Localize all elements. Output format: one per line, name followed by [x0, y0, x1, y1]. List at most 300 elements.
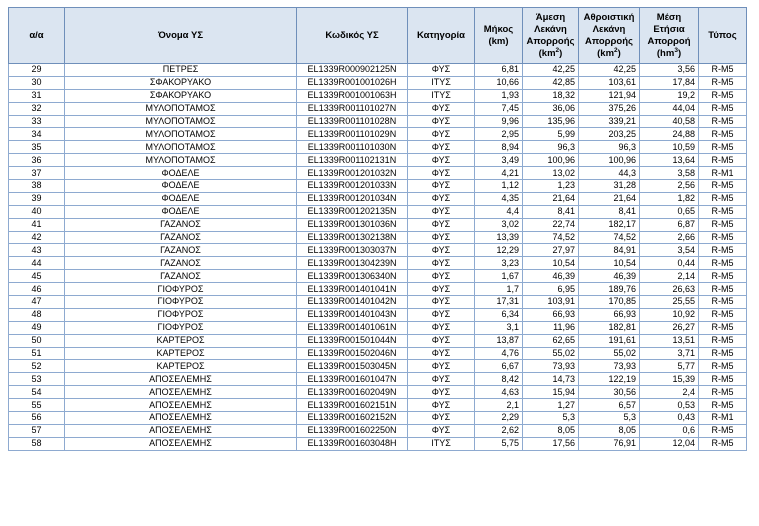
cell-type: R-M5 — [699, 399, 747, 412]
cell-aa: 56 — [9, 412, 65, 425]
cell-name: ΚΑΡΤΕΡΟΣ — [65, 347, 297, 360]
table-row — [9, 192, 747, 205]
cell-length: 13,39 — [475, 231, 523, 244]
cell-type: R-M5 — [699, 76, 747, 89]
cell-cumulative-basin: 42,25 — [579, 64, 640, 77]
cell-cumulative-basin: 103,61 — [579, 76, 640, 89]
cell-aa: 47 — [9, 296, 65, 309]
table-row — [9, 321, 747, 334]
table-row — [9, 89, 747, 102]
cell-cumulative-basin: 5,3 — [579, 412, 640, 425]
cell-annual-runoff: 2,4 — [640, 386, 699, 399]
cell-aa: 41 — [9, 218, 65, 231]
cell-name: ΜΥΛΟΠΟΤΑΜΟΣ — [65, 141, 297, 154]
cell-annual-runoff: 19,2 — [640, 89, 699, 102]
table-row — [9, 296, 747, 309]
cell-category: ΦΥΣ — [408, 424, 475, 437]
cell-code: EL1339R001201033N — [297, 180, 408, 193]
table-row — [9, 231, 747, 244]
cell-code: EL1339R001302138N — [297, 231, 408, 244]
table-row — [9, 180, 747, 193]
cell-type: R-M5 — [699, 308, 747, 321]
cell-category: ΦΥΣ — [408, 360, 475, 373]
cell-category: ΦΥΣ — [408, 283, 475, 296]
cell-type: R-M5 — [699, 424, 747, 437]
cell-cumulative-basin: 182,81 — [579, 321, 640, 334]
cell-annual-runoff: 40,58 — [640, 115, 699, 128]
cell-length: 1,93 — [475, 89, 523, 102]
cell-length: 2,62 — [475, 424, 523, 437]
cell-code: EL1339R001101029N — [297, 128, 408, 141]
cell-name: ΑΠΟΣΕΛΕΜΗΣ — [65, 386, 297, 399]
cell-annual-runoff: 6,87 — [640, 218, 699, 231]
cell-direct-basin: 74,52 — [523, 231, 579, 244]
cell-length: 8,42 — [475, 373, 523, 386]
cell-aa: 55 — [9, 399, 65, 412]
cell-length: 17,31 — [475, 296, 523, 309]
cell-aa: 38 — [9, 180, 65, 193]
table-row — [9, 205, 747, 218]
cell-name: ΦΟΔΕΛΕ — [65, 192, 297, 205]
cell-category: ΦΥΣ — [408, 167, 475, 180]
cell-aa: 44 — [9, 257, 65, 270]
cell-aa: 33 — [9, 115, 65, 128]
cell-length: 4,35 — [475, 192, 523, 205]
cell-type: R-M5 — [699, 128, 747, 141]
cell-code: EL1339R001401043N — [297, 308, 408, 321]
cell-category: ΦΥΣ — [408, 102, 475, 115]
cell-annual-runoff: 3,54 — [640, 244, 699, 257]
cell-code: EL1339R000902125N — [297, 64, 408, 77]
table-row — [9, 386, 747, 399]
cell-type: R-M5 — [699, 141, 747, 154]
cell-type: R-M5 — [699, 231, 747, 244]
cell-name: ΑΠΟΣΕΛΕΜΗΣ — [65, 412, 297, 425]
cell-name: ΑΠΟΣΕΛΕΜΗΣ — [65, 424, 297, 437]
cell-category: ΦΥΣ — [408, 399, 475, 412]
header-cumulative-basin: Αθροιστική Λεκάνη Απορροής $(km^2)$ — [579, 8, 640, 64]
cell-direct-basin: 73,93 — [523, 360, 579, 373]
cell-name: ΦΟΔΕΛΕ — [65, 205, 297, 218]
cell-annual-runoff: 1,82 — [640, 192, 699, 205]
cell-name: ΜΥΛΟΠΟΤΑΜΟΣ — [65, 128, 297, 141]
cell-name: ΓΑΖΑΝΟΣ — [65, 244, 297, 257]
cell-category: ΦΥΣ — [408, 347, 475, 360]
cell-cumulative-basin: 375,26 — [579, 102, 640, 115]
cell-aa: 36 — [9, 154, 65, 167]
cell-direct-basin: 13,02 — [523, 167, 579, 180]
cell-name: ΓΙΟΦΥΡΟΣ — [65, 283, 297, 296]
cell-code: EL1339R001602152N — [297, 412, 408, 425]
cell-cumulative-basin: 121,94 — [579, 89, 640, 102]
cell-annual-runoff: 0,53 — [640, 399, 699, 412]
cell-aa: 50 — [9, 334, 65, 347]
cell-length: 1,67 — [475, 270, 523, 283]
cell-type: R-M5 — [699, 257, 747, 270]
cell-aa: 35 — [9, 141, 65, 154]
cell-annual-runoff: 2,66 — [640, 231, 699, 244]
cell-annual-runoff: 5,77 — [640, 360, 699, 373]
cell-category: ΦΥΣ — [408, 218, 475, 231]
cell-direct-basin: 46,39 — [523, 270, 579, 283]
cell-name: ΣΦΑΚΟΡΥΑΚΟ — [65, 76, 297, 89]
cell-length: 3,23 — [475, 257, 523, 270]
cell-category: ΦΥΣ — [408, 128, 475, 141]
cell-cumulative-basin: 6,57 — [579, 399, 640, 412]
cell-annual-runoff: 12,04 — [640, 437, 699, 450]
table-row — [9, 373, 747, 386]
cell-length: 5,75 — [475, 437, 523, 450]
cell-annual-runoff: 26,63 — [640, 283, 699, 296]
cell-type: R-M5 — [699, 89, 747, 102]
cell-code: EL1339R001602151N — [297, 399, 408, 412]
cell-direct-basin: 18,32 — [523, 89, 579, 102]
cell-code: EL1339R001501044N — [297, 334, 408, 347]
table-row — [9, 334, 747, 347]
cell-direct-basin: 62,65 — [523, 334, 579, 347]
cell-length: 13,87 — [475, 334, 523, 347]
cell-type: R-M5 — [699, 205, 747, 218]
table-row — [9, 424, 747, 437]
cell-direct-basin: 14,73 — [523, 373, 579, 386]
cell-direct-basin: 5,99 — [523, 128, 579, 141]
cell-type: R-M5 — [699, 386, 747, 399]
cell-code: EL1339R001101030N — [297, 141, 408, 154]
table-row — [9, 154, 747, 167]
cell-name: ΓΙΟΦΥΡΟΣ — [65, 308, 297, 321]
cell-code: EL1339R001602250N — [297, 424, 408, 437]
cell-type: R-M1 — [699, 412, 747, 425]
cell-direct-basin: 11,96 — [523, 321, 579, 334]
cell-length: 2,29 — [475, 412, 523, 425]
cell-cumulative-basin: 66,93 — [579, 308, 640, 321]
cell-cumulative-basin: 191,61 — [579, 334, 640, 347]
cell-category: ΙΤΥΣ — [408, 437, 475, 450]
cell-type: R-M5 — [699, 360, 747, 373]
table-row — [9, 347, 747, 360]
cell-length: 8,94 — [475, 141, 523, 154]
cell-length: 6,81 — [475, 64, 523, 77]
cell-length: 7,45 — [475, 102, 523, 115]
cell-name: ΜΥΛΟΠΟΤΑΜΟΣ — [65, 154, 297, 167]
cell-cumulative-basin: 21,64 — [579, 192, 640, 205]
cell-cumulative-basin: 189,76 — [579, 283, 640, 296]
cell-name: ΑΠΟΣΕΛΕΜΗΣ — [65, 373, 297, 386]
cell-annual-runoff: 0,6 — [640, 424, 699, 437]
water-bodies-table — [8, 7, 747, 451]
cell-type: R-M5 — [699, 180, 747, 193]
cell-type: R-M5 — [699, 270, 747, 283]
cell-length: 1,7 — [475, 283, 523, 296]
table-row — [9, 218, 747, 231]
cell-code: EL1339R001301036N — [297, 218, 408, 231]
cell-cumulative-basin: 84,91 — [579, 244, 640, 257]
cell-length: 4,21 — [475, 167, 523, 180]
cell-aa: 31 — [9, 89, 65, 102]
cell-annual-runoff: 17,84 — [640, 76, 699, 89]
table-row — [9, 167, 747, 180]
cell-code: EL1339R001603048H — [297, 437, 408, 450]
cell-name: ΑΠΟΣΕΛΕΜΗΣ — [65, 437, 297, 450]
cell-name: ΚΑΡΤΕΡΟΣ — [65, 360, 297, 373]
cell-code: EL1339R001101027N — [297, 102, 408, 115]
cell-annual-runoff: 24,88 — [640, 128, 699, 141]
cell-category: ΙΤΥΣ — [408, 89, 475, 102]
header-code: Κωδικός ΥΣ — [297, 8, 408, 64]
table-row — [9, 64, 747, 77]
cell-aa: 57 — [9, 424, 65, 437]
cell-name: ΓΙΟΦΥΡΟΣ — [65, 321, 297, 334]
cell-length: 12,29 — [475, 244, 523, 257]
cell-annual-runoff: 0,65 — [640, 205, 699, 218]
cell-category: ΦΥΣ — [408, 296, 475, 309]
cell-type: R-M5 — [699, 373, 747, 386]
cell-code: EL1339R001102131N — [297, 154, 408, 167]
cell-aa: 42 — [9, 231, 65, 244]
cell-type: R-M5 — [699, 283, 747, 296]
cell-cumulative-basin: 76,91 — [579, 437, 640, 450]
cell-aa: 29 — [9, 64, 65, 77]
cell-name: ΓΑΖΑΝΟΣ — [65, 270, 297, 283]
cell-direct-basin: 36,06 — [523, 102, 579, 115]
cell-cumulative-basin: 122,19 — [579, 373, 640, 386]
table-container — [8, 7, 747, 451]
cell-cumulative-basin: 55,02 — [579, 347, 640, 360]
cell-type: R-M5 — [699, 102, 747, 115]
cell-category: ΦΥΣ — [408, 141, 475, 154]
cell-code: EL1339R001503045N — [297, 360, 408, 373]
cell-annual-runoff: 13,64 — [640, 154, 699, 167]
cell-code: EL1339R001401041N — [297, 283, 408, 296]
cell-cumulative-basin: 8,05 — [579, 424, 640, 437]
cell-category: ΦΥΣ — [408, 321, 475, 334]
cell-cumulative-basin: 203,25 — [579, 128, 640, 141]
cell-aa: 52 — [9, 360, 65, 373]
cell-annual-runoff: 3,56 — [640, 64, 699, 77]
cell-code: EL1339R001201034N — [297, 192, 408, 205]
cell-code: EL1339R001001063H — [297, 89, 408, 102]
cell-name: ΚΑΡΤΕΡΟΣ — [65, 334, 297, 347]
cell-name: ΠΕΤΡΕΣ — [65, 64, 297, 77]
cell-category: ΙΤΥΣ — [408, 76, 475, 89]
cell-code: EL1339R001201032N — [297, 167, 408, 180]
cell-type: R-M5 — [699, 321, 747, 334]
cell-length: 10,66 — [475, 76, 523, 89]
cell-type: R-M5 — [699, 64, 747, 77]
cell-name: ΦΟΔΕΛΕ — [65, 167, 297, 180]
cell-annual-runoff: 2,56 — [640, 180, 699, 193]
cell-length: 4,4 — [475, 205, 523, 218]
cell-aa: 54 — [9, 386, 65, 399]
cell-code: EL1339R001401042N — [297, 296, 408, 309]
cell-length: 3,49 — [475, 154, 523, 167]
cell-annual-runoff: 13,51 — [640, 334, 699, 347]
header-type: Τύπος — [699, 8, 747, 64]
cell-length: 3,02 — [475, 218, 523, 231]
header-direct-basin: Άμεση Λεκάνη Απορροής $(km^2)$ — [523, 8, 579, 64]
table-row — [9, 270, 747, 283]
cell-aa: 45 — [9, 270, 65, 283]
cell-direct-basin: 22,74 — [523, 218, 579, 231]
cell-cumulative-basin: 30,56 — [579, 386, 640, 399]
table-row — [9, 115, 747, 128]
cell-aa: 37 — [9, 167, 65, 180]
cell-type: R-M5 — [699, 334, 747, 347]
cell-name: ΓΙΟΦΥΡΟΣ — [65, 296, 297, 309]
cell-direct-basin: 103,91 — [523, 296, 579, 309]
cell-cumulative-basin: 8,41 — [579, 205, 640, 218]
cell-annual-runoff: 0,44 — [640, 257, 699, 270]
cell-code: EL1339R001401061N — [297, 321, 408, 334]
cell-length: 6,67 — [475, 360, 523, 373]
table-row — [9, 437, 747, 450]
cell-name: ΜΥΛΟΠΟΤΑΜΟΣ — [65, 102, 297, 115]
cell-direct-basin: 5,3 — [523, 412, 579, 425]
cell-category: ΦΥΣ — [408, 180, 475, 193]
cell-type: R-M5 — [699, 296, 747, 309]
cell-name: ΓΑΖΑΝΟΣ — [65, 257, 297, 270]
cell-aa: 46 — [9, 283, 65, 296]
cell-length: 2,1 — [475, 399, 523, 412]
cell-category: ΦΥΣ — [408, 231, 475, 244]
cell-code: EL1339R001601047N — [297, 373, 408, 386]
cell-code: EL1339R001306340N — [297, 270, 408, 283]
cell-category: ΦΥΣ — [408, 205, 475, 218]
header-length: Μήκος (km) — [475, 8, 523, 64]
table-row — [9, 141, 747, 154]
cell-category: ΦΥΣ — [408, 154, 475, 167]
cell-length: 1,12 — [475, 180, 523, 193]
cell-direct-basin: 6,95 — [523, 283, 579, 296]
cell-annual-runoff: 10,92 — [640, 308, 699, 321]
cell-annual-runoff: 25,55 — [640, 296, 699, 309]
cell-direct-basin: 42,25 — [523, 64, 579, 77]
table-row — [9, 412, 747, 425]
cell-aa: 43 — [9, 244, 65, 257]
cell-type: R-M5 — [699, 437, 747, 450]
cell-aa: 51 — [9, 347, 65, 360]
cell-annual-runoff: 10,59 — [640, 141, 699, 154]
cell-name: ΜΥΛΟΠΟΤΑΜΟΣ — [65, 115, 297, 128]
cell-category: ΦΥΣ — [408, 244, 475, 257]
cell-direct-basin: 10,54 — [523, 257, 579, 270]
cell-cumulative-basin: 31,28 — [579, 180, 640, 193]
table-row — [9, 102, 747, 115]
cell-type: R-M5 — [699, 218, 747, 231]
cell-direct-basin: 100,96 — [523, 154, 579, 167]
cell-aa: 53 — [9, 373, 65, 386]
cell-type: R-M5 — [699, 192, 747, 205]
cell-direct-basin: 8,05 — [523, 424, 579, 437]
cell-direct-basin: 42,85 — [523, 76, 579, 89]
cell-annual-runoff: 0,43 — [640, 412, 699, 425]
cell-type: R-M5 — [699, 244, 747, 257]
cell-annual-runoff: 3,71 — [640, 347, 699, 360]
header-annual-runoff: Μέση Ετήσια Απορροή $(hm^3)$ — [640, 8, 699, 64]
table-row — [9, 257, 747, 270]
cell-code: EL1339R001602049N — [297, 386, 408, 399]
cell-annual-runoff: 44,04 — [640, 102, 699, 115]
cell-name: ΣΦΑΚΟΡΥΑΚΟ — [65, 89, 297, 102]
table-row — [9, 128, 747, 141]
cell-length: 4,63 — [475, 386, 523, 399]
cell-category: ΦΥΣ — [408, 308, 475, 321]
cell-length: 6,34 — [475, 308, 523, 321]
cell-aa: 32 — [9, 102, 65, 115]
cell-category: ΦΥΣ — [408, 334, 475, 347]
table-row — [9, 308, 747, 321]
cell-length: 3,1 — [475, 321, 523, 334]
cell-code: EL1339R001502046N — [297, 347, 408, 360]
cell-direct-basin: 27,97 — [523, 244, 579, 257]
cell-aa: 39 — [9, 192, 65, 205]
cell-aa: 48 — [9, 308, 65, 321]
table-row — [9, 399, 747, 412]
cell-cumulative-basin: 100,96 — [579, 154, 640, 167]
cell-cumulative-basin: 182,17 — [579, 218, 640, 231]
table-row — [9, 360, 747, 373]
cell-aa: 40 — [9, 205, 65, 218]
header-aa: α/α — [9, 8, 65, 64]
cell-cumulative-basin: 44,3 — [579, 167, 640, 180]
cell-name: ΓΑΖΑΝΟΣ — [65, 218, 297, 231]
cell-cumulative-basin: 96,3 — [579, 141, 640, 154]
cell-code: EL1339R001101028N — [297, 115, 408, 128]
cell-annual-runoff: 26,27 — [640, 321, 699, 334]
cell-aa: 49 — [9, 321, 65, 334]
cell-length: 2,95 — [475, 128, 523, 141]
cell-direct-basin: 96,3 — [523, 141, 579, 154]
cell-annual-runoff: 15,39 — [640, 373, 699, 386]
table-body — [9, 64, 747, 451]
header-name: Όνομα ΥΣ — [65, 8, 297, 64]
cell-cumulative-basin: 170,85 — [579, 296, 640, 309]
header-row — [9, 8, 747, 64]
cell-category: ΦΥΣ — [408, 386, 475, 399]
cell-name: ΦΟΔΕΛΕ — [65, 180, 297, 193]
cell-direct-basin: 17,56 — [523, 437, 579, 450]
cell-annual-runoff: 2,14 — [640, 270, 699, 283]
cell-type: R-M5 — [699, 347, 747, 360]
cell-code: EL1339R001304239N — [297, 257, 408, 270]
cell-direct-basin: 66,93 — [523, 308, 579, 321]
table-row — [9, 76, 747, 89]
cell-category: ΦΥΣ — [408, 192, 475, 205]
cell-cumulative-basin: 46,39 — [579, 270, 640, 283]
cell-cumulative-basin: 73,93 — [579, 360, 640, 373]
cell-category: ΦΥΣ — [408, 257, 475, 270]
cell-category: ΦΥΣ — [408, 64, 475, 77]
header-category: Κατηγορία — [408, 8, 475, 64]
cell-direct-basin: 8,41 — [523, 205, 579, 218]
cell-code: EL1339R001202135N — [297, 205, 408, 218]
cell-name: ΑΠΟΣΕΛΕΜΗΣ — [65, 399, 297, 412]
cell-aa: 58 — [9, 437, 65, 450]
cell-category: ΦΥΣ — [408, 373, 475, 386]
cell-category: ΦΥΣ — [408, 270, 475, 283]
cell-direct-basin: 15,94 — [523, 386, 579, 399]
cell-type: R-M5 — [699, 115, 747, 128]
cell-code: EL1339R001001026H — [297, 76, 408, 89]
cell-code: EL1339R001303037N — [297, 244, 408, 257]
cell-aa: 30 — [9, 76, 65, 89]
cell-category: ΦΥΣ — [408, 115, 475, 128]
cell-category: ΦΥΣ — [408, 412, 475, 425]
cell-type: R-M5 — [699, 154, 747, 167]
cell-annual-runoff: 3,58 — [640, 167, 699, 180]
cell-direct-basin: 1,23 — [523, 180, 579, 193]
cell-cumulative-basin: 10,54 — [579, 257, 640, 270]
